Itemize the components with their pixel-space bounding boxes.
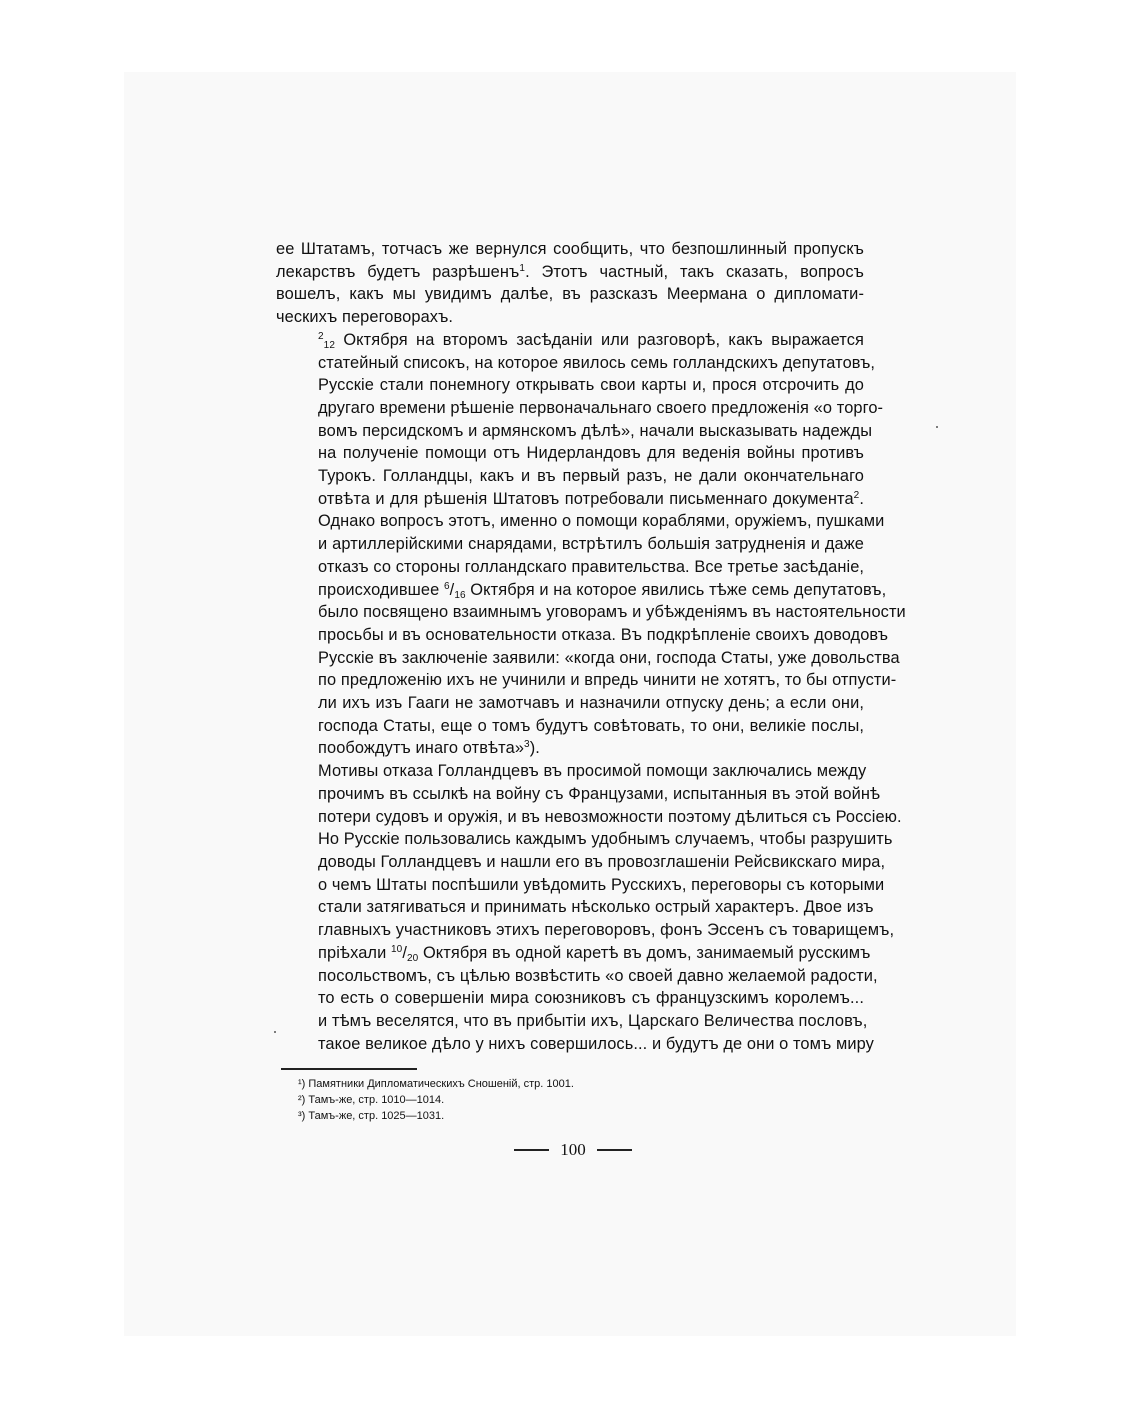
text-fragment: ). [529, 739, 540, 758]
date-sub: 20 [406, 952, 419, 964]
paragraph-2 [276, 329, 906, 760]
text-line [276, 737, 864, 760]
paragraph-3 [276, 760, 902, 1055]
text-line: ческихъ переговорахъ. [276, 308, 454, 327]
footnote-mark: ¹) [298, 1078, 306, 1090]
text-fragment: отвѣта и для рѣшенія Штатовъ потребовали письменнаго документа [318, 489, 854, 508]
text-line: стали затягиваться и принимать нѣсколько острый характеръ. Двое изъ [318, 898, 874, 917]
text-line: просьбы и въ основательности отказа. Въ подкрѣпленіе своихъ доводовъ [318, 625, 889, 644]
text-fragment: . Этотъ частный, такъ сказать, вопросъ [525, 262, 865, 281]
footnote-3 [298, 1108, 574, 1124]
text-line: статейный списокъ, на которое явилось семь голландскихъ депутатовъ, [318, 353, 876, 372]
text-fragment: . [859, 489, 864, 508]
footnote-text: Памятники Дипломатическихъ Сношеній, стр. 1001. [308, 1078, 574, 1090]
scan-speck [274, 1031, 276, 1033]
footnotes [298, 1076, 574, 1124]
text-line: о чемъ Штаты поспѣшили увѣдомить Русскихъ, переговоры съ которыми [318, 875, 885, 894]
page-number-value: 100 [560, 1140, 586, 1159]
date-sub: 12 [323, 339, 335, 351]
text-line: вошелъ, какъ мы увидимъ далѣе, въ разсказъ Меермана о дипломати- [276, 285, 864, 304]
text-line: отказъ со стороны голландскаго правительства. Все третье засѣданіе, [318, 557, 865, 576]
footnote-2 [298, 1092, 574, 1108]
text-line: пріѣхали $^{10}/_{20}$ Октября въ одной каретѣ въ домъ, занимаемый русскимъ [318, 943, 871, 964]
text-line: другаго времени рѣшеніе первоначальнаго своего предложенія «о торго- [318, 398, 884, 417]
text-line [276, 329, 864, 352]
text-fragment: Октября въ одной каретѣ въ домъ, занимаемый русскимъ [418, 943, 871, 962]
text-line: Однако вопросъ этотъ, именно о помощи кораблями, оружіемъ, пушками [318, 512, 885, 531]
text-line: по предложенію ихъ не учинили и впредь чинити не хотятъ, то бы отпусти- [318, 671, 897, 690]
footnote-text: Тамъ-же, стр. 1025—1031. [308, 1110, 445, 1122]
footnote-ref[interactable]: 1 [519, 262, 526, 274]
page-number [514, 1138, 632, 1162]
footnote-ref[interactable]: 2 [853, 489, 860, 501]
text-line: такое великое дѣло у нихъ совершилось... и будутъ де они о томъ миру [318, 1034, 874, 1053]
text-line: Турокъ. Голландцы, какъ и въ первый разъ, не дали окончательнаго [318, 467, 864, 486]
text-line [276, 261, 864, 284]
text-fragment: пообождутъ инаго отвѣта» [318, 739, 525, 758]
date-sup: 2 [318, 330, 324, 342]
text-line: Мотивы отказа Голландцевъ въ просимой помощи заключались между [318, 762, 867, 781]
text-line: происходившее $^6/_{16}$ Октября и на которое явились тѣже семь депутатовъ, [318, 580, 887, 601]
text-line: ли ихъ изъ Гааги не замотчавъ и назначили отпуску день; а если они, [318, 694, 864, 713]
text-fragment: Октября на второмъ засѣданіи или разговорѣ, какъ выражается [335, 330, 864, 349]
text-fragment: пріѣхали [318, 943, 391, 962]
footnote-1 [298, 1076, 574, 1092]
footnote-ref[interactable]: 3 [524, 739, 530, 751]
text-line: главныхъ участниковъ этихъ переговоровъ, фонъ Эссенъ съ товарищемъ, [318, 921, 895, 940]
text-line: потери судовъ и оружія, и въ невозможности поэтому дѣлиться съ Россіею. [318, 807, 902, 826]
footnote-mark: ²) [298, 1094, 306, 1106]
text-line: Русскіе въ заключеніе заявили: «когда они, господа Статы, уже довольства [318, 648, 900, 667]
footnote-text: Тамъ-же, стр. 1010—1014. [308, 1094, 445, 1106]
text-line: то есть о совершеніи мира союзниковъ съ французскимъ королемъ... [318, 989, 864, 1008]
text-line: прочимъ въ ссылкѣ на войну съ Французами, испытанныя въ этой войнѣ [318, 784, 881, 803]
date-sup: 6 [444, 580, 450, 592]
page-number-dash-right [597, 1149, 632, 1150]
text-line: было посвящено взаимнымъ уговорамъ и убѣжденіямъ въ настоятельности [318, 603, 906, 622]
text-line: Русскіе стали понемногу открывать свои карты и, прося отсрочить до [318, 376, 864, 395]
text-line: и тѣмъ веселятся, что въ прибытіи ихъ, Царскаго Величества пословъ, [318, 1011, 868, 1030]
date-sub: 16 [454, 589, 466, 601]
text-line: ее Штатамъ, тотчасъ же вернулся сообщить, что безпошлинный пропускъ [276, 240, 864, 258]
text-line: доводы Голландцевъ и нашли его въ провозглашеніи Рейсвикскаго мира, [318, 852, 886, 871]
date-sup: 10 [390, 943, 403, 955]
text-line: и артиллерійскими снарядами, встрѣтилъ большія затрудненія и даже [318, 535, 864, 554]
footnote-divider [281, 1068, 417, 1070]
text-line: Но Русскіе пользовались каждымъ удобнымъ случаемъ, чтобы разрушить [318, 830, 893, 849]
text-fragment: лекарствъ будетъ разрѣшенъ [276, 262, 520, 281]
text-fragment: Октября и на которое явились тѣже семь депутатовъ, [465, 580, 887, 599]
text-line: на полученіе помощи отъ Нидерландовъ для веденія войны противъ [318, 444, 864, 463]
footnote-mark: ³) [298, 1110, 306, 1122]
text-fragment: происходившее [318, 580, 444, 599]
page-number-dash-left [514, 1149, 549, 1150]
scan-speck [936, 426, 938, 428]
text-line: вомъ персидскомъ и армянскомъ дѣлѣ», начали высказывать надежды [318, 421, 873, 440]
body-text [276, 238, 906, 1055]
paragraph-1 [276, 238, 864, 329]
text-line: посольствомъ, съ цѣлью возвѣстить «о своей давно желаемой радости, [318, 966, 878, 985]
text-line: господа Статы, еще о томъ будутъ совѣтовать, то они, великіе послы, [318, 716, 864, 735]
text-line [276, 488, 864, 511]
